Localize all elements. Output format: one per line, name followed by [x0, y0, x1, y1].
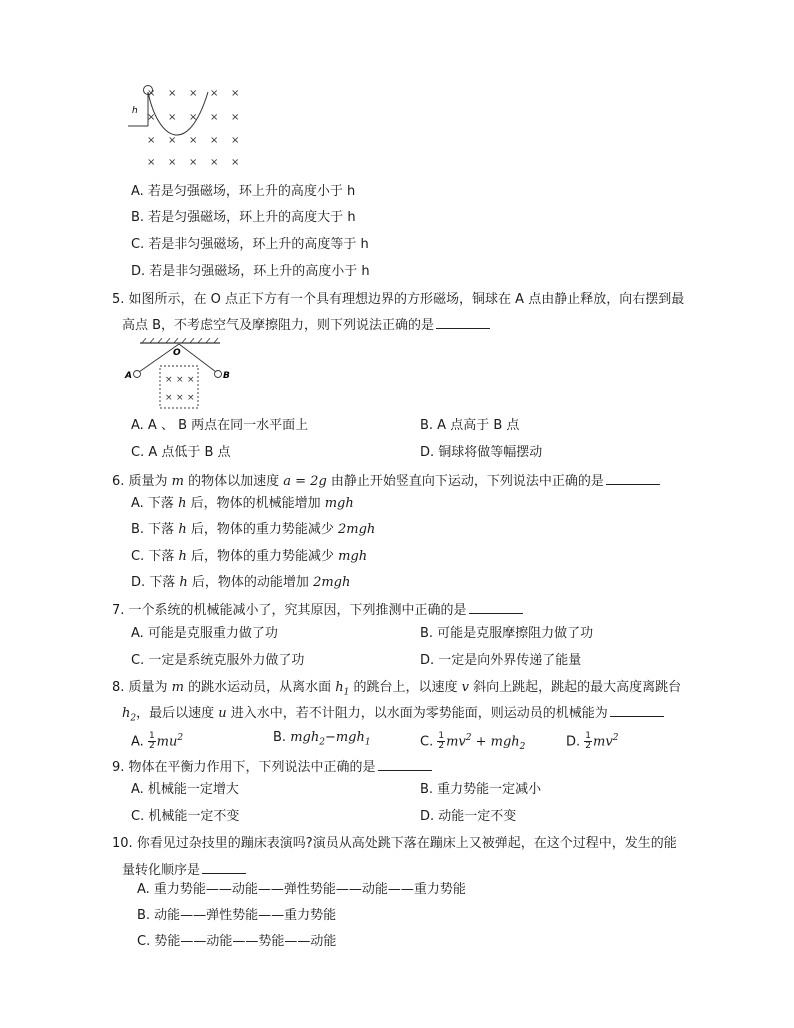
fraction-half — [584, 732, 592, 751]
q8-option-math: mv — [593, 734, 613, 750]
q8-var-h2 — [122, 706, 137, 724]
q8-option-exponent: 2 — [465, 733, 472, 743]
figure1-cross: × — [189, 135, 198, 146]
q5-stem-line1: 5. 如图所示，在 O 点正下方有一个具有理想边界的方形磁场，铜球在 A 点由静止释放，向右摆到最 — [112, 292, 685, 307]
q8-option-b[interactable] — [273, 729, 371, 752]
q4-option-c[interactable]: C. 若是非匀强磁场，环上升的高度等于 h — [131, 237, 369, 252]
figure2-label-b: B — [223, 371, 230, 381]
q6-option-math: 2mgh — [337, 522, 376, 537]
q5-stem-line2 — [122, 315, 490, 335]
q8-var-h2-base: h — [122, 706, 131, 721]
figure1-cross: × — [189, 157, 198, 168]
q8-text: 斜向上跳起，跳起的最大高度离跳台 — [469, 680, 682, 695]
figure1-cross: × — [168, 88, 177, 99]
q8-option-subscript: 2 — [519, 741, 526, 752]
q6-option-var: h — [178, 549, 187, 564]
q10-stem-text: 量转化顺序是 — [122, 863, 201, 878]
figure2-label-a: A — [125, 371, 132, 381]
q6-option-math: 2mgh — [313, 575, 351, 590]
figure2-ball-b — [215, 371, 222, 378]
q8-option-math: mgh — [335, 730, 365, 745]
figure1-cross: × — [231, 135, 240, 146]
q7-option-c[interactable]: C. 一定是系统克服外力做了功 — [131, 653, 305, 668]
q4-option-b[interactable]: B. 若是匀强磁场，环上升的高度大于 h — [131, 210, 356, 225]
q7-stem-text: 7. 一个系统的机械能减小了，究其原因，下列推测中正确的是 — [112, 603, 467, 618]
figure2-cross: × — [165, 375, 173, 385]
figure1-cross: × — [210, 88, 219, 99]
figure2-cross: × — [187, 375, 195, 385]
figure1-cross: × — [210, 112, 219, 123]
q10-option-a[interactable]: A. 重力势能——动能——弹性势能——动能——重力势能 — [137, 882, 466, 897]
q8-option-math: mv — [446, 734, 466, 750]
q10-option-c[interactable]: C. 势能——动能——势能——动能 — [137, 934, 337, 949]
fraction-numerator: 1 — [585, 731, 592, 742]
figure1-label-h: h — [132, 106, 138, 116]
figure2-cross-grid — [165, 375, 195, 403]
figure2-ceiling-hatch — [142, 338, 218, 343]
figure2-string-right — [179, 344, 216, 372]
q4-option-d[interactable]: D. 若是非匀强磁场，环上升的高度小于 h — [131, 264, 370, 279]
q6-answer-blank[interactable] — [606, 471, 660, 485]
q6-stem — [112, 471, 660, 491]
q8-option-subscript: 1 — [364, 737, 371, 748]
q6-option-prefix: C. 下落 — [131, 549, 179, 564]
figure1-cross: × — [147, 88, 156, 99]
figure1-cross: × — [210, 135, 219, 146]
q9-option-a[interactable]: A. 机械能一定增大 — [131, 782, 239, 797]
q8-text: 的跳台上，以速度 — [349, 680, 462, 695]
q8-text: ，最后以速度 — [136, 706, 219, 721]
figure1-cross: × — [231, 157, 240, 168]
q10-option-b[interactable]: B. 动能——弹性势能——重力势能 — [137, 908, 337, 923]
q8-var-u: u — [218, 706, 227, 721]
figure2-cross: × — [165, 393, 173, 403]
q8-text: 的跳水运动员，从离水面 — [184, 680, 336, 695]
q6-option-mid: 后，物体的重力势能减少 — [186, 549, 339, 564]
q6-stem-suffix: 由静止开始竖直向下运动，下列说法中正确的是 — [326, 474, 604, 489]
q8-option-subscript: 2 — [319, 737, 325, 748]
q6-option-var: h — [179, 575, 188, 590]
q8-option-math: mu — [156, 734, 178, 750]
q6-option-prefix: B. 下落 — [131, 522, 179, 537]
q8-var-m: m — [171, 680, 184, 695]
fraction-half — [437, 732, 445, 751]
q6-stem-mid: 的物体以加速度 — [184, 474, 284, 489]
q8-option-label: D. — [566, 734, 585, 750]
q6-option-mid: 后，物体的机械能增加 — [186, 496, 325, 511]
q6-option-c[interactable] — [131, 548, 367, 566]
q8-option-label: C. — [420, 734, 438, 750]
q8-var-v: v — [461, 680, 469, 695]
q6-option-prefix: A. 下落 — [131, 496, 179, 511]
q6-option-prefix: D. 下落 — [131, 575, 180, 590]
q6-option-var: h — [178, 522, 187, 537]
q8-var-h1-sub: 1 — [343, 687, 350, 698]
q8-option-c[interactable] — [420, 729, 525, 756]
fraction-half — [148, 732, 156, 751]
q6-option-math: mgh — [324, 496, 354, 511]
q8-var-h2-sub: 2 — [130, 713, 137, 724]
figure1-cross: × — [168, 135, 177, 146]
q8-option-math: mgh — [290, 730, 320, 745]
figure2-label-o: O — [173, 348, 181, 358]
q8-var-h1-base: h — [335, 680, 344, 695]
figure2-cross: × — [176, 393, 184, 403]
figure1-cross: × — [210, 157, 219, 168]
q5-option-a[interactable]: A. A 、 B 两点在同一水平面上 — [131, 418, 309, 433]
q9-stem — [112, 757, 432, 777]
q7-option-d[interactable]: D. 一定是向外界传递了能量 — [420, 653, 582, 668]
fraction-numerator: 1 — [148, 731, 155, 742]
figure1-cross: × — [231, 112, 240, 123]
figure2-ball-a — [134, 371, 141, 378]
q9-answer-blank[interactable] — [378, 757, 432, 771]
figure1-cross: × — [168, 157, 177, 168]
q9-stem-text: 9. 物体在平衡力作用下，下列说法中正确的是 — [112, 760, 376, 775]
q10-stem-line1: 10. 你看见过杂技里的蹦床表演吗?演员从高处跳下落在蹦床上又被弹起，在这个过程中，发生的能 — [112, 836, 677, 851]
q6-option-mid: 后，物体的重力势能减少 — [186, 522, 338, 537]
q5-option-d[interactable]: D. 铜球将做等幅摆动 — [420, 445, 543, 460]
figure1-cross: × — [168, 112, 177, 123]
q9-option-d[interactable]: D. 动能一定不变 — [420, 809, 517, 824]
q6-option-var: h — [178, 496, 187, 511]
figure1-cross: × — [147, 112, 156, 123]
q8-option-a[interactable] — [131, 729, 183, 751]
q8-option-minus: − — [324, 730, 336, 745]
q5-answer-blank[interactable] — [436, 315, 490, 329]
fraction-numerator: 1 — [438, 731, 445, 742]
fraction-denominator: 2 — [438, 741, 445, 752]
q7-stem — [112, 600, 523, 620]
q6-option-mid: 后，物体的动能增加 — [187, 575, 314, 590]
fraction-denominator: 2 — [585, 741, 592, 752]
fraction-denominator: 2 — [148, 741, 155, 752]
figure1-cross: × — [231, 88, 240, 99]
q5-option-b[interactable]: B. A 点高于 B 点 — [420, 418, 520, 433]
figure2-cross: × — [187, 393, 195, 403]
q9-option-c[interactable]: C. 机械能一定不变 — [131, 809, 240, 824]
q7-option-a[interactable]: A. 可能是克服重力做了功 — [131, 626, 278, 641]
q10-answer-blank[interactable] — [202, 860, 246, 874]
q6-option-a[interactable] — [131, 495, 354, 513]
q6-var-m: m — [171, 474, 184, 489]
figure1-cross: × — [189, 112, 198, 123]
figure1-cross: × — [189, 88, 198, 99]
q6-option-b[interactable] — [131, 521, 375, 539]
figure1-cross: × — [147, 157, 156, 168]
q7-option-b[interactable]: B. 可能是克服摩擦阻力做了功 — [420, 626, 594, 641]
figure1-track-curve — [148, 92, 208, 135]
q6-acceleration: a = 2g — [283, 474, 327, 489]
q7-answer-blank[interactable] — [469, 600, 523, 614]
q6-option-d[interactable] — [131, 574, 350, 592]
q5-stem-text: 高点 B，不考虑空气及摩擦阻力，则下列说法正确的是 — [122, 318, 435, 333]
q6-stem-prefix: 6. 质量为 — [112, 474, 172, 489]
q8-var-h1 — [335, 680, 350, 698]
q8-option-label: A. — [131, 734, 148, 750]
figure2-string-left — [139, 344, 179, 372]
figure-pendulum-magnetic-field — [122, 338, 238, 414]
q8-option-exponent: 2 — [177, 733, 184, 743]
q8-option-math: + mgh — [471, 734, 520, 750]
figure1-cross: × — [147, 135, 156, 146]
q8-text: 进入水中，若不计阻力，以水面为零势能面，则运动员的机械能为 — [226, 706, 608, 721]
q8-text: 8. 质量为 — [112, 680, 172, 695]
q6-option-math: mgh — [338, 549, 368, 564]
q8-option-label: B. — [273, 730, 291, 745]
q8-option-exponent: 2 — [612, 733, 619, 743]
q8-stem-line2 — [122, 703, 664, 728]
q4-option-a[interactable]: A. 若是匀强磁场，环上升的高度小于 h — [131, 184, 356, 199]
figure1-cross-grid — [147, 88, 239, 168]
q9-option-b[interactable]: B. 重力势能一定减小 — [420, 782, 542, 797]
q10-stem-line2 — [122, 860, 246, 880]
figure2-cross: × — [176, 375, 184, 385]
q8-answer-blank[interactable] — [610, 703, 664, 717]
q8-option-d[interactable] — [566, 729, 618, 751]
q8-stem-line1 — [112, 679, 681, 702]
figure-ring-magnetic-field — [128, 80, 248, 172]
q5-option-c[interactable]: C. A 点低于 B 点 — [131, 445, 231, 460]
